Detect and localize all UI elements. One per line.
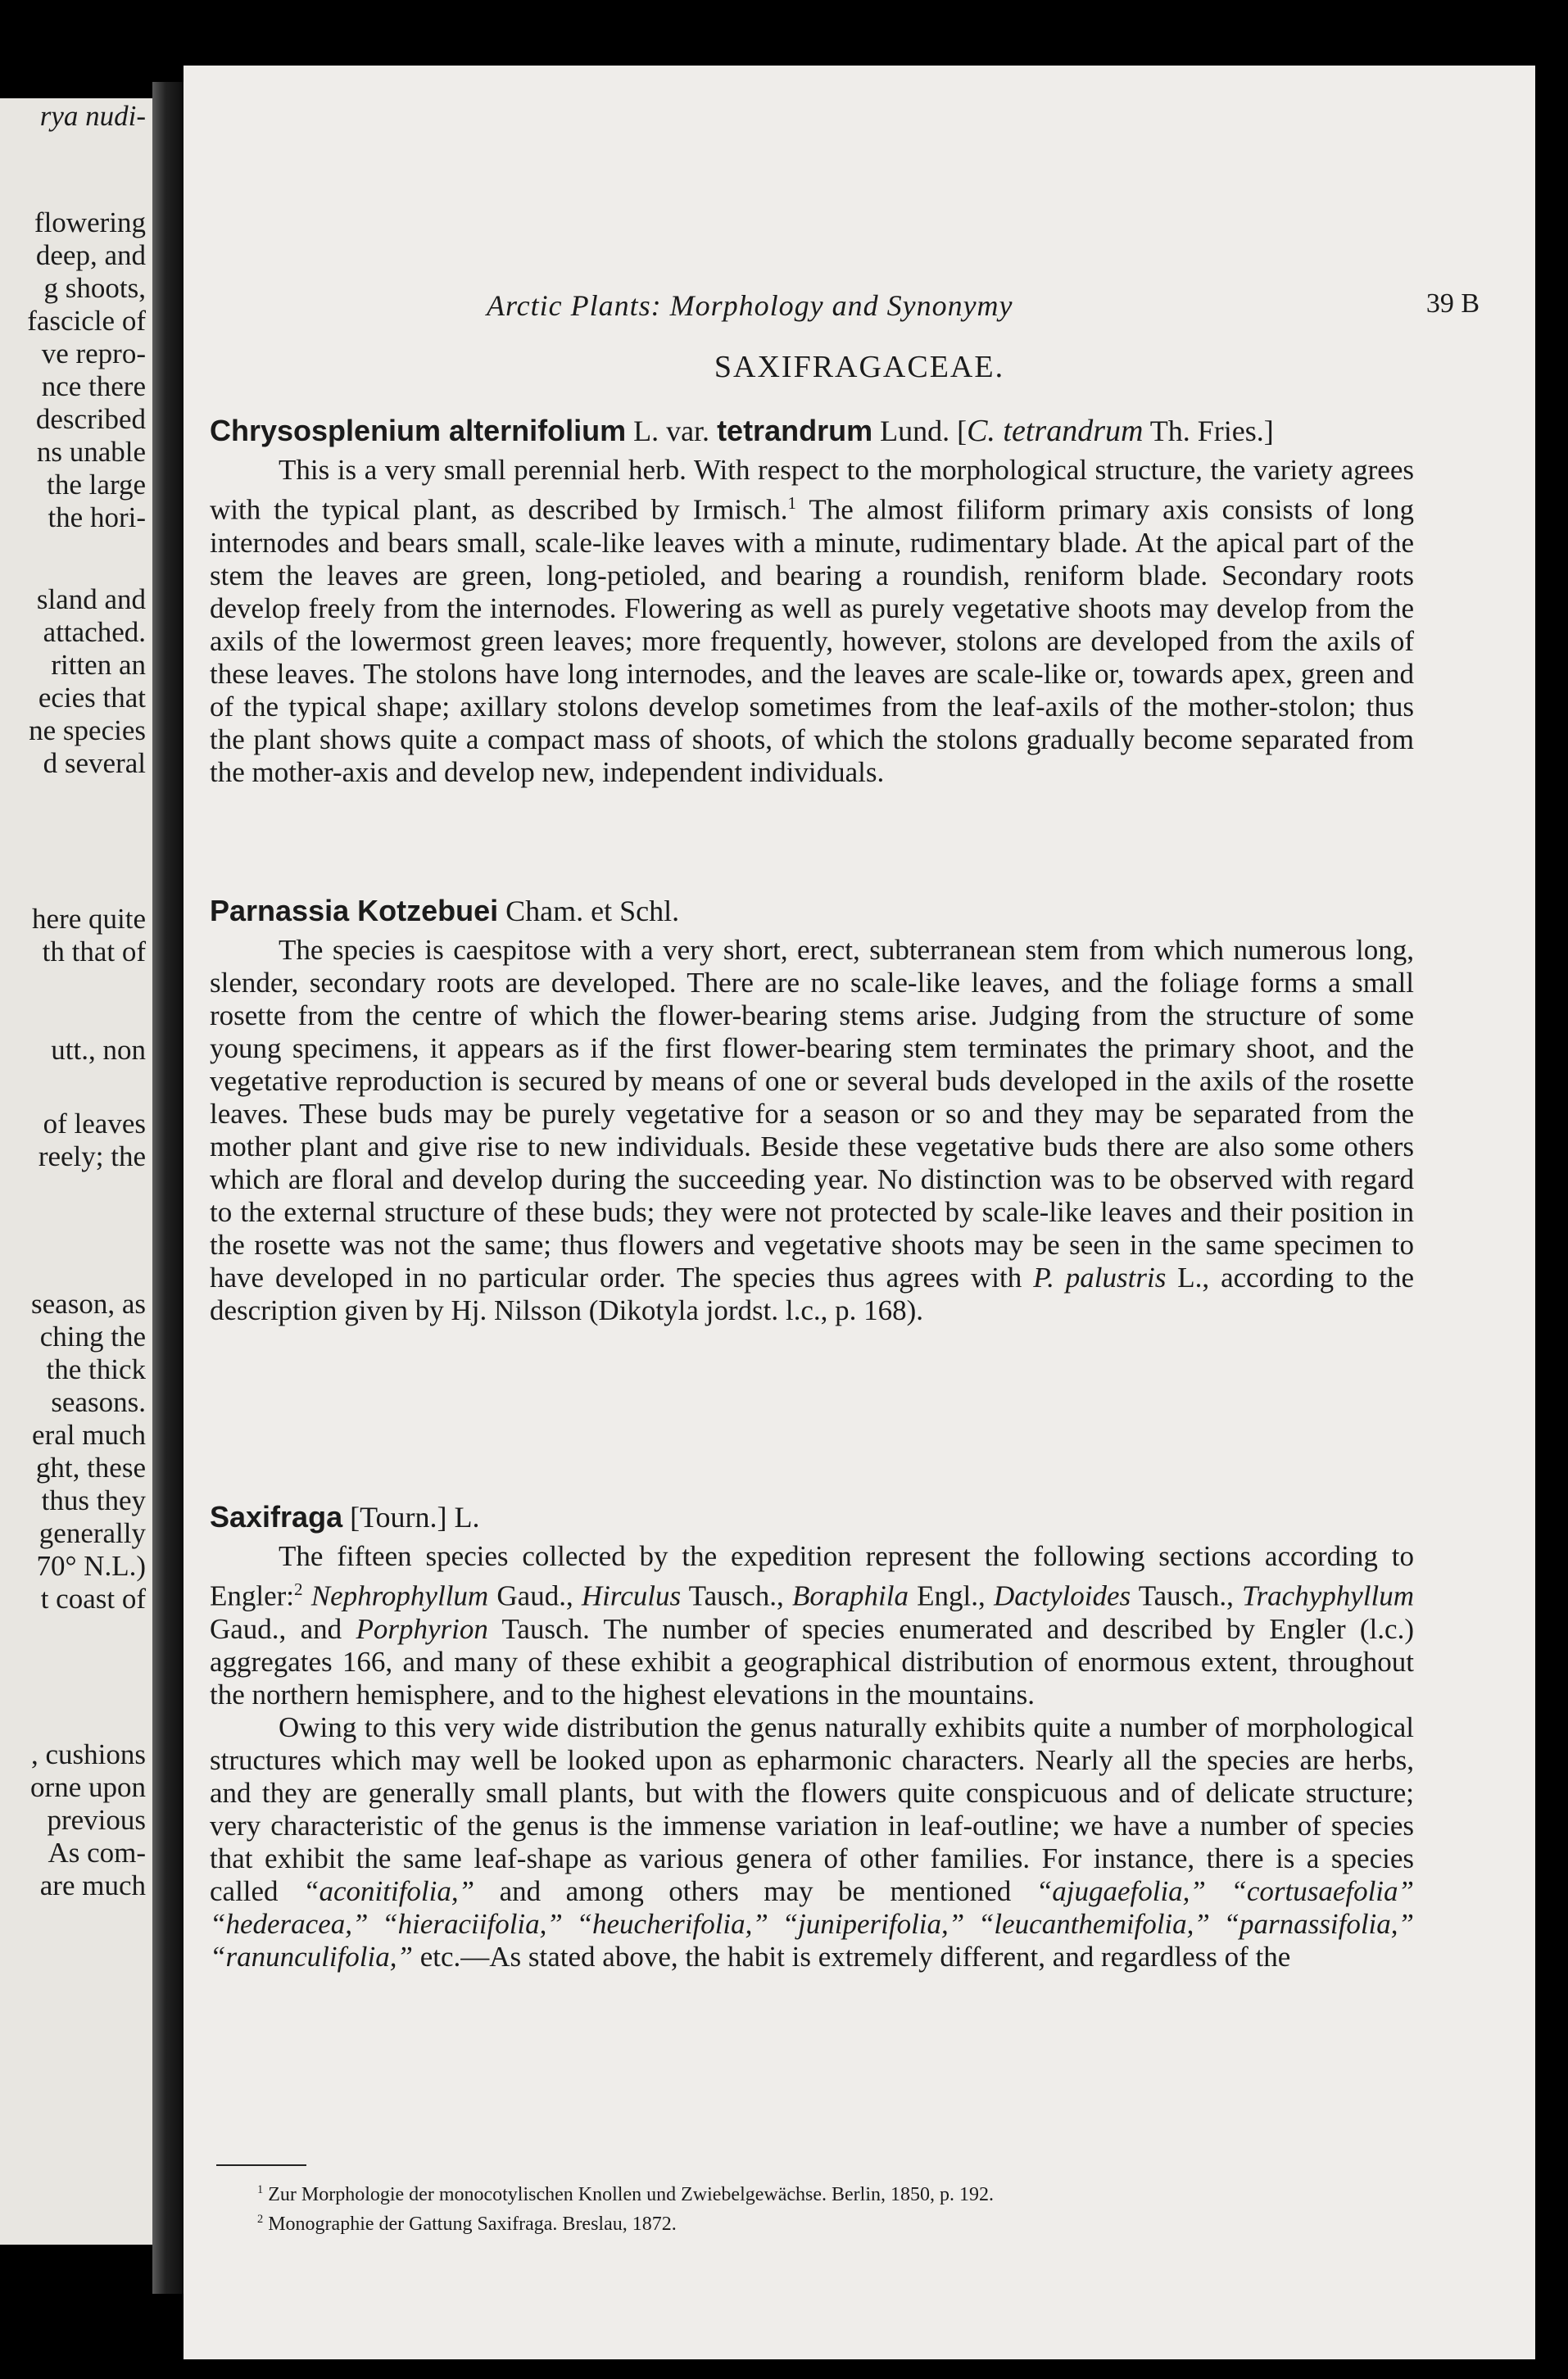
synonym: C. tetrandrum [967, 414, 1144, 448]
left-page-line: generally [39, 1517, 146, 1549]
entry-heading [210, 413, 1414, 449]
footnote-marker: 1 [257, 2183, 264, 2196]
text-run: Tausch., [681, 1579, 792, 1612]
italic-text: Dactyloides [993, 1579, 1131, 1612]
left-page-line: the hori- [48, 501, 146, 533]
right-page [184, 66, 1535, 2359]
footnotes [257, 2177, 1421, 2236]
left-page-line: ne species [29, 714, 146, 746]
left-page-line: ritten an [51, 649, 146, 681]
author-citation: Lund. [ [872, 415, 968, 447]
left-page-line: here quite [32, 903, 146, 935]
text-run: Tausch. The number of species enumerated and described by Engler (l.c.) aggregates 166, and many of these exhibit a geographical distribution of enormous extent, throughout the northern hemisphere, and to the highest elevations in the mountains. [210, 1612, 1414, 1711]
author-citation: [Tourn.] L. [342, 1501, 480, 1534]
left-page-line: seasons. [51, 1386, 146, 1418]
left-page-line: 70° N.L.) [36, 1550, 146, 1582]
footnote-text: Monographie der Gattung Saxifraga. Breslau, 1872. [263, 2214, 677, 2235]
left-page-line: thus they [41, 1484, 146, 1516]
left-page-line: th that of [42, 936, 146, 967]
text-run [303, 1580, 311, 1612]
text-run: The fifteen species collected by the expedition represent the following sections according to Engler: [210, 1540, 1414, 1612]
left-page-line: ns unable [36, 436, 146, 468]
book-gutter [152, 82, 185, 2294]
text-run: The species is caespitose with a very short, erect, subterranean stem from which numerous long, slender, secondary roots are developed. There are no scale-like leaves, and the foliage forms a small rosette from the centre of which the flower-bearing stems arise. Judging from the structure of some young specimens, it appears as if the first flower-bearing stem terminates the primary shoot, and the vegetative reproduction is secured by means of one or several buds developed in the axils of the rosette leaves. These buds may be purely vegetative for a season or so and they may be separated from the mother plant and give rise to new individuals. Beside these vegetative buds there are also some others which are floral and develop during the succeeding year. No distinction was to be observed with regard to the external structure of these buds; they were not protected by scale-like leaves and their position in the rosette was not the same; thus flowers and vegetative shoots may be seen in the same specimen to have developed in no particular order. The species thus agrees with [210, 934, 1414, 1294]
left-page-line: fascicle of [27, 305, 146, 337]
left-page-line: , cushions [31, 1738, 146, 1770]
left-page-line: t coast of [40, 1583, 146, 1615]
left-page-line: the large [47, 469, 146, 501]
variety-name: tetrandrum [717, 414, 873, 447]
genus-name: Chrysosplenium alternifolium [210, 414, 627, 447]
left-page-line: orne upon [30, 1771, 146, 1803]
page-number: 39 B [1425, 288, 1480, 319]
left-page-line: d several [43, 747, 146, 779]
footnote-marker: 1 [787, 493, 796, 513]
italic-text: Trachyphyllum [1242, 1579, 1415, 1612]
paragraph [210, 934, 1414, 1327]
author-citation: L. var. [626, 415, 718, 447]
left-page-line: attached. [43, 616, 146, 648]
section-title: SAXIFRAGACEAE. [714, 350, 1005, 384]
left-page-line: As com- [48, 1837, 146, 1869]
genus-name: Parnassia Kotzebuei [210, 894, 499, 927]
entry-saxifraga [210, 1499, 1414, 1973]
entry-heading [210, 893, 1414, 929]
text-run: Owing to this very wide distribution the genus naturally exhibits quite a number of morphological structures which may well be looked upon as epharmonic characters. Nearly all the species are herbs, and they are generally small plants, but with the flowers quite conspicuous and of delicate structure; very characteristic of the genus is the immense variation in leaf-outline; we have a number of species that exhibit the same leaf-shape as various genera of other families. For instance, there is a species called [210, 1711, 1414, 1907]
left-page-line: reely; the [38, 1140, 146, 1172]
text-run: This is a very small perennial herb. With respect to the morphological structure, the variety agrees with the typical plant, as described by Irmisch. [210, 454, 1414, 526]
left-page-line: eral much [32, 1419, 146, 1451]
italic-text: P. palustris [1033, 1262, 1167, 1294]
italic-text: “aconitifolia,” [303, 1874, 475, 1907]
text-run: Gaud., and [210, 1612, 356, 1645]
author-citation: Th. Fries.] [1143, 415, 1274, 447]
entry-chrysosplenium [210, 413, 1414, 789]
left-page-line: ght, these [35, 1452, 146, 1484]
footnote-marker: 2 [257, 2213, 264, 2226]
left-page-line: ecies that [38, 682, 146, 714]
left-page-line: g shoots, [43, 272, 146, 304]
paragraph [210, 1711, 1414, 1973]
text-run: The almost filiform primary axis consists of long internodes and bears small, scale-like leaves with a minute, rudimentary blade. At the apical part of the stem the leaves are green, long-petioled, and bearing a roundish, reniform blade. Secondary roots develop freely from the internodes. Flowering as well as purely vegetative shoots may develop from the axils of the lowermost green leaves; more frequently, however, stolons are developed from the axils of these leaves. The stolons have long internodes, and the leaves are scale-like or, towards apex, green and of the typical shape; axillary stolons develop sometimes from the leaf-axils of the mother-stolon; thus the plant shows quite a compact mass of shoots, of which the stolons gradually become separated from the mother-axis and develop new, independent individuals. [210, 493, 1414, 788]
footnote-rule [216, 2164, 306, 2166]
left-page-line: flowering [34, 206, 146, 238]
footnote [257, 2207, 1421, 2236]
text-run: L., according to the description given by Hj. Nilsson (Dikotyla jordst. l.c., p. 168). [210, 1262, 1414, 1326]
italic-text: Boraphila [792, 1579, 909, 1612]
genus-name: Saxifraga [210, 1500, 343, 1534]
left-page-line: ching the [39, 1321, 146, 1353]
entry-heading [210, 1499, 1414, 1535]
text-run: Tausch., [1131, 1579, 1243, 1612]
running-head: Arctic Plants: Morphology and Synonymy [487, 289, 1013, 322]
entry-parnassia [210, 893, 1414, 1327]
text-run: etc.—As stated above, the habit is extremely different, and regardless of the [412, 1940, 1291, 1973]
footnote-text: Zur Morphologie der monocotylischen Knollen und Zwiebelgewächse. Berlin, 1850, p. 192. [263, 2184, 995, 2205]
left-page-line: of leaves [43, 1108, 146, 1140]
paragraph [210, 454, 1414, 789]
paragraph [210, 1540, 1414, 1711]
left-page-line: rya nudi- [39, 100, 146, 132]
text-run: Engl., [908, 1579, 994, 1612]
left-page-line: sland and [36, 583, 146, 615]
left-page-line: utt., non [51, 1034, 146, 1066]
footnote [257, 2177, 1421, 2207]
left-page-line: described [35, 403, 146, 435]
italic-text: Hirculus [581, 1579, 682, 1612]
author-citation: Cham. et Schl. [498, 895, 680, 927]
page-header [184, 288, 1535, 329]
left-page-line: are much [39, 1869, 146, 1901]
left-page-line: ve repro- [41, 338, 146, 369]
italic-text: Nephrophyllum [310, 1579, 489, 1612]
left-page-line: nce there [41, 370, 146, 402]
left-page-line: deep, and [35, 239, 146, 271]
italic-text: Porphyrion [356, 1612, 488, 1645]
left-page-line: season, as [31, 1288, 146, 1320]
left-page-fragment [0, 98, 156, 2245]
text-run: Gaud., [488, 1579, 582, 1612]
left-page-line: previous [47, 1804, 146, 1836]
footnote-marker: 2 [294, 1579, 303, 1599]
text-run: and among others may be mentioned [474, 1874, 1036, 1907]
left-page-line: the thick [46, 1353, 146, 1385]
italic-text: “ajugaefolia,” “cortusaefolia” “hederacea,” “hieraciifolia,” “heucherifolia,” “juniperifolia,” “leucanthemifolia,” “parnassifolia,” “ranunculifolia,” [210, 1874, 1414, 1973]
